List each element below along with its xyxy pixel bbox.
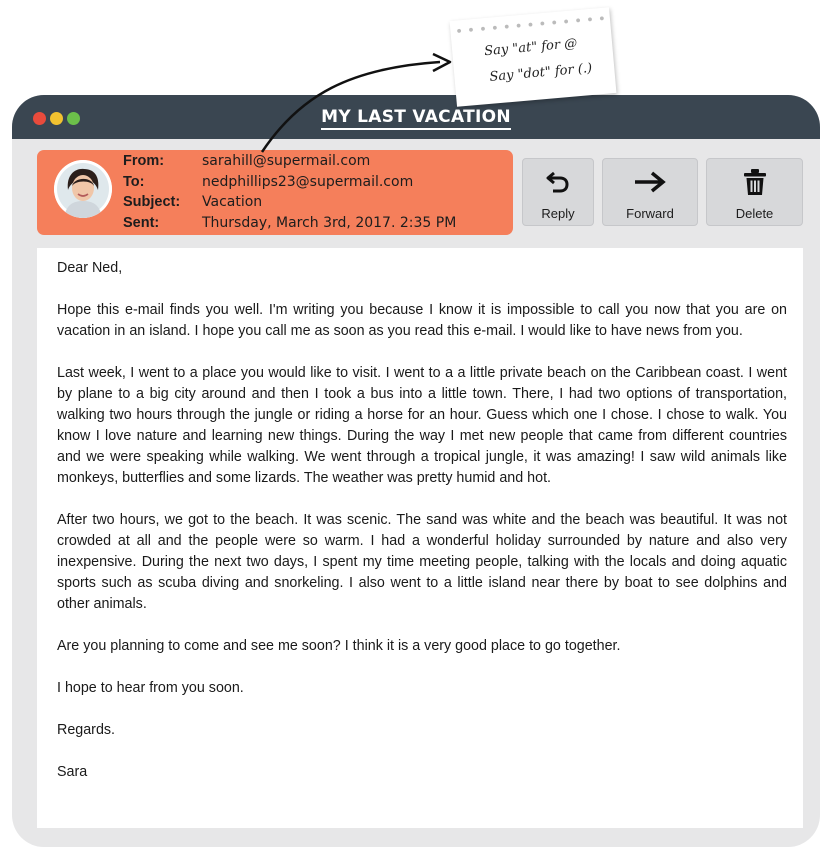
email-window — [12, 95, 820, 847]
to-row — [123, 172, 456, 193]
to-value: nedphillips23@supermail.com — [202, 173, 414, 190]
note-perforation: ● ● ● ● ● ● ● ● ● ● ● ● ● — [455, 12, 607, 36]
email-signature: Sara — [57, 764, 88, 780]
title-bar — [12, 95, 820, 139]
sticky-note — [450, 7, 617, 107]
trash-icon — [707, 167, 802, 197]
sent-value: Thursday, March 3rd, 2017. 2:35 PM — [202, 214, 457, 231]
email-meta — [123, 151, 456, 233]
subject-row — [123, 192, 456, 213]
email-header — [37, 150, 513, 235]
to-label: To: — [123, 173, 145, 190]
forward-label: Forward — [626, 206, 674, 221]
delete-label: Delete — [735, 206, 774, 221]
from-label: From: — [123, 153, 165, 169]
from-row — [123, 151, 456, 172]
email-paragraph-4: Are you planning to come and see me soon? I think it is a very good place to go together. — [57, 638, 621, 654]
sender-avatar — [54, 160, 112, 218]
email-greeting: Dear Ned, — [57, 260, 123, 276]
sent-row — [123, 213, 456, 234]
reply-arrow-icon — [523, 167, 593, 197]
email-content — [57, 258, 787, 804]
email-paragraph-1: Hope this e-mail finds you well. I'm writing you because I know it is impossible to call you now that you are on vacation in an island. I hope you call me as soon as you read this e-mail. I would like to have news from you. — [57, 302, 787, 339]
subject-value: Vacation — [202, 194, 263, 210]
from-value: sarahill@supermail.com — [202, 153, 371, 169]
window-title: MY LAST VACATION — [12, 107, 820, 127]
delete-button[interactable] — [706, 158, 803, 226]
email-paragraph-3: After two hours, we got to the beach. It was scenic. The sand was white and the beach was beautiful. It was not crowded at all and the people were so warm. I had a wonderful holiday surrounded by nature and also very inexpensive. During the next two days, I spent my time meeting people, talking with the locals and doing aquatic sports such as scuba diving and snorkeling. I also went to a little island near there by boat to see dolphins and other animals. — [57, 512, 787, 612]
sent-label: Sent: — [123, 214, 160, 231]
email-paragraph-5: I hope to hear from you soon. — [57, 680, 244, 696]
forward-arrow-icon — [603, 167, 697, 197]
email-body — [37, 248, 803, 828]
reply-label: Reply — [541, 206, 575, 221]
note-line-1: Say "at" for @ — [483, 36, 578, 60]
note-line-2: Say "dot" for (.) — [488, 60, 593, 85]
subject-label: Subject: — [123, 194, 181, 210]
email-paragraph-2: Last week, I went to a place you would like to visit. I went to a a little private beach on the Caribbean coast. I went by plane to a big city around and then I took a bus into a little town. There, I had two options of transportation, walking two hours through the jungle or riding a horse for an hour. Guess which one I chose. I chose to walk. You know I love nature and learning new things. During the way I met new people that came from different countries and we were speaking while walking. We went through a tropical jungle, it was amazing! I saw wild animals like monkeys, butterflies and some lizards. The weather was pretty humid and hot. — [57, 365, 787, 486]
forward-button[interactable] — [602, 158, 698, 226]
reply-button[interactable] — [522, 158, 594, 226]
email-closing: Regards. — [57, 722, 116, 738]
